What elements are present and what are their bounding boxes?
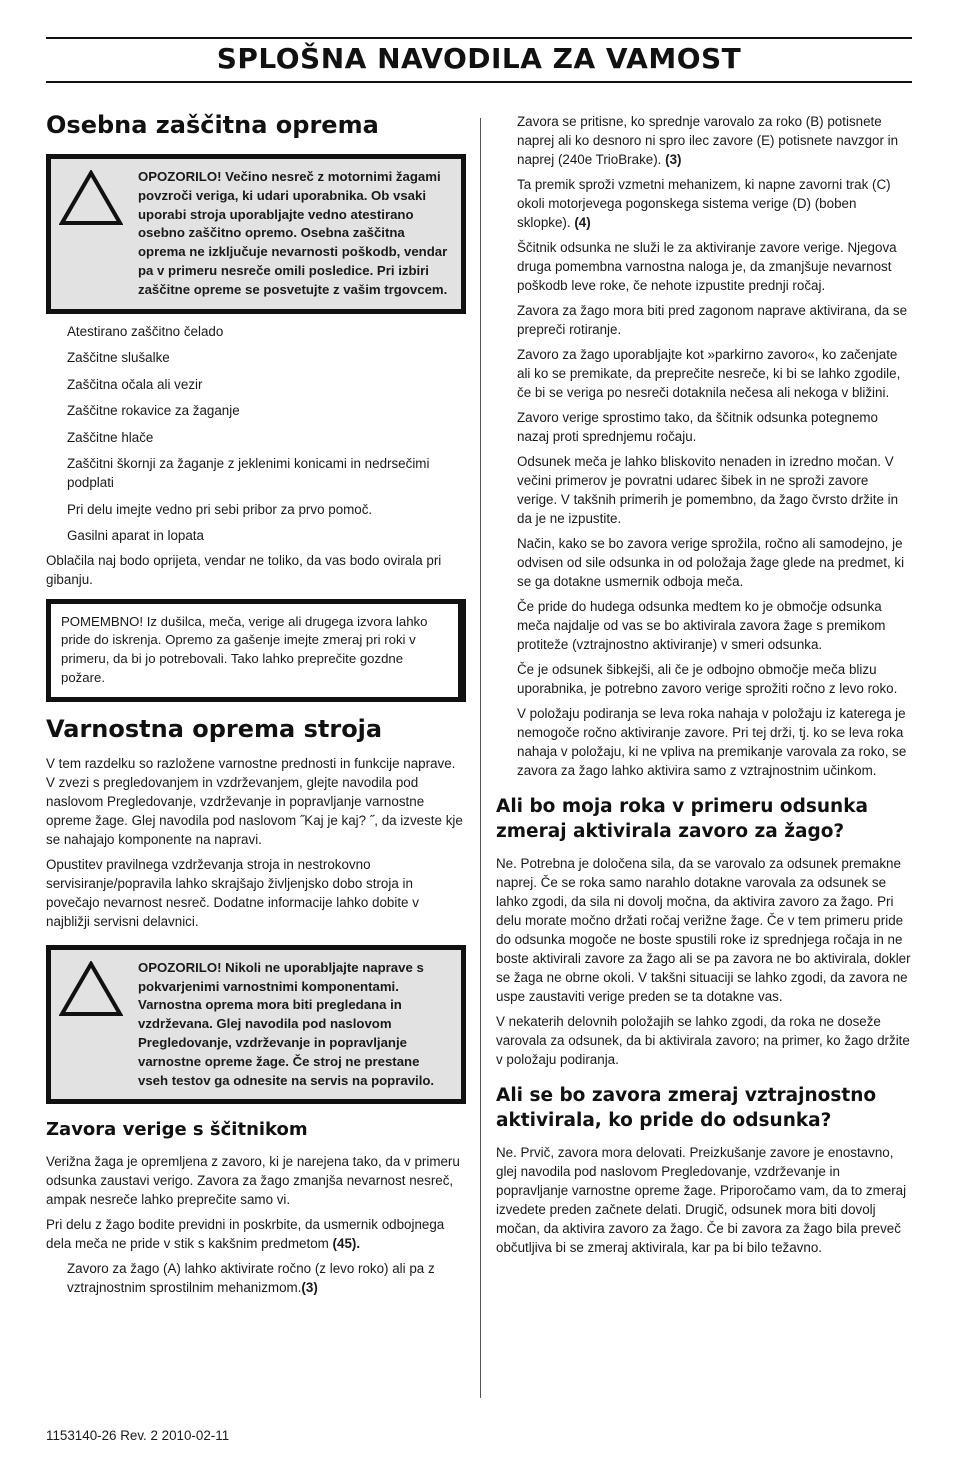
list-item: Gasilni aparat in lopata [67, 528, 204, 544]
header-rule-bottom [46, 81, 912, 83]
right-column [496, 112, 912, 1263]
paragraph: Če pride do hudega odsunka medtem ko je območje odsunka meča najdalje od vas se bo aktivirala zavora žage s premikom protiteže (vztrajnostno aktiviranje) v smeri odsunka. [517, 599, 886, 652]
warning-box-2 [46, 945, 466, 1105]
paragraph [517, 175, 912, 232]
list-item: Zaščitna očala ali vezir [67, 376, 203, 392]
paragraph: Verižna žaga je opremljena z zavoro, ki je narejena tako, da v primeru odsunka zaustavi verigo. Zavora za žago zmanjša nevarnost nesreč, ampak nesreče lahko preprečite samo vi. [46, 1154, 460, 1208]
paragraph: Odsunek meča je lahko bliskovito nenaden in izredno močan. V večini primerov je povratni udarec šibek in ne sproži zavore verige. V takšnih primerih je pomembno, da žago čvrsto držite in da je ne izpustite. [517, 454, 899, 526]
figure-ref: (45). [332, 1236, 361, 1252]
notice-text: POMEMBNO! Iz dušilca, meča, verige ali drugega izvora lahko pride do iskrenja. Opremo za gašenje imejte zmeraj pri roki v primeru, da bi jo potrebovali. Tako lahko preprečite gozdne požare. [61, 613, 428, 685]
figure-ref: (3) [665, 152, 682, 167]
paragraph-text: Zavora se pritisne, ko sprednje varovalo za roko (B) potisnete naprej ali ko desnoro ni spro ilec zavore (E) potisnete navzgor in naprej (240e TrioBrake). [517, 114, 899, 167]
list-item: Zaščitne slušalke [67, 350, 170, 366]
paragraph [46, 1215, 466, 1253]
warning-box-1 [46, 154, 466, 314]
paragraph: Če je odsunek šibkejši, ali če je odbojno območje meča blizu uporabnika, je potrebno zavoro verige sprožiti ročno z levo roko. [517, 662, 898, 696]
paragraph: V tem razdelku so razložene varnostne prednosti in funkcije naprave. V zvezi s pregledovanjem in vzdrževanjem, glejte navodila pod naslovom Pregledovanje, vzdrževanje in popravljanje varnostne opreme žage. Glej navodila pod naslovom ˝Kaj je kaj? ˝, da izveste kje se nahajajo komponente na napravi. [46, 755, 463, 847]
question-title-2: Ali se bo zavora zmeraj vztrajnostno aktivirala, ko pride do odsunka? [496, 1085, 877, 1131]
paragraph-text: Ta premik sproži vzmetni mehanizem, ki napne zavorni trak (C) okoli motorjevega pogonskega sistema verige (D) (boben sklopke). [517, 177, 891, 230]
warning-triangle-icon [59, 961, 123, 1017]
paragraph-text: Pri delu z žago bodite previdni in poskrbite, da usmernik odbojnega dela meča ne pride v stik s kakšnim predmetom [46, 1217, 445, 1252]
warning-triangle-icon [59, 170, 123, 226]
column-divider [480, 118, 481, 1398]
equipment-list [46, 322, 466, 546]
warning-text-2: OPOZORILO! Nikoli ne uporabljajte naprave s pokvarjenimi varnostnimi komponentami. Varnostna oprema mora biti pregledana in vzdrževana. Glej navodila pod naslovom Pregledovanje, vzdrževanje in popravljanje varnostne opreme žage. Če stroj ne prestane vseh testov ga odnesite na servis na popravilo. [138, 959, 435, 1088]
list-item: Atestirano zaščitno čelado [67, 323, 224, 339]
paragraph: Opustitev pravilnega vzdrževanja stroja in nestrokovno servisiranje/popravila lahko skrajšajo življenjsko dobo stroja in povečajo nevarnost nesreč. Dodatne informacije lahko dobite v najbližji servisni delavnici. [46, 856, 419, 929]
list-item: Zaščitne rokavice za žaganje [67, 403, 240, 419]
clothing-paragraph: Oblačila naj bodo oprijeta, vendar ne toliko, da vas bodo ovirala pri gibanju. [46, 552, 442, 587]
paragraph: Ščitnik odsunka ne služi le za aktiviranje zavore verige. Njegova druga pomembna varnostna naloga je, da zmanjšuje nevarnost poškodb leve roke, če nehote izpustite prednji ročaj. [517, 240, 897, 293]
list-item: Zaščitne hlače [67, 429, 154, 445]
section-title-chain-brake: Zavora verige s ščitnikom [46, 1119, 308, 1141]
paragraph: Zavora za žago mora biti pred zagonom naprave aktivirana, da se prepreči rotiranje. [517, 303, 908, 337]
warning-text-1: OPOZORILO! Večino nesreč z motornimi žagami povzroči veriga, ki udari uporabnika. Ob vsaki uporabi stroja uporabljajte vedno atestirano osebno zaščitno opremo. Osebna zaščitna oprema ne izključuje nevarnosti poškodb, vendar pa v primeru nesreče omili posledice. Pri izbiri zaščitne opreme se posvetujte z vašim trgovcem. [138, 169, 448, 297]
page-title: SPLOŠNA NAVODILA ZA VAMOST [216, 42, 742, 75]
list-item: Zaščitni škornji za žaganje z jeklenimi konicami in nedrsečimi podplati [67, 456, 430, 491]
paragraph: V položaju podiranja se leva roka nahaja v položaju iz katerega je nemogoče ročno aktiviranje zavore. Pri tej drži, tj. ko se leva roka nahaja v položaju, ki ne vpliva na premikanje varovala za roko, se zavora za žago lahko aktivira samo z vztrajnostnim učinkom. [517, 706, 907, 778]
figure-ref: (3) [301, 1280, 318, 1296]
footer-doc-id: 1153140-26 Rev. 2 2010-02-11 [46, 1428, 230, 1443]
header-rule-top [46, 37, 912, 39]
list-item: Pri delu imejte vedno pri sebi pribor za prvo pomoč. [67, 501, 373, 517]
paragraph: Ne. Prvič, zavora mora delovati. Preizkušanje zavore je enostavno, glej navodila pod naslovom Pregledovanje, vzdrževanje in popravljanje varnostne opreme žage. Priporočamo vam, da to zmeraj izvedete preden začnete delati. Drugič, odsunek mora biti dovolj močan, da aktivira zavoro za žago. Če bi zavora za žago bila preveč občutljiva bi se zmeraj aktivirala, kar pa bi bilo težavno. [496, 1145, 907, 1255]
notice-box [46, 599, 466, 702]
paragraph: V nekaterih delovnih položajih se lahko zgodi, da roka ne doseže varovala za odsunek, da bi aktivirala zavoro; na primer, ko žago držite v položaju podiranja. [496, 1014, 910, 1067]
paragraph: Zavoro verige sprostimo tako, da ščitnik odsunka potegnemo nazaj proti sprednjemu ročaju. [517, 410, 878, 444]
paragraph [517, 112, 912, 169]
question-title-1: Ali bo moja roka v primeru odsunka zmeraj aktivirala zavoro za žago? [496, 796, 869, 842]
paragraph [67, 1259, 466, 1297]
paragraph: Zavoro za žago uporabljajte kot »parkirno zavoro«, ko začenjate ali ko se premikate, da preprečite nesreče, ki bi se lahko zgodile, če bi se veriga po nesreči dotaknila nečesa ali nekoga v bližini. [517, 347, 901, 400]
section-title-machine-safety: Varnostna oprema stroja [46, 714, 383, 743]
figure-ref: (4) [574, 215, 591, 230]
paragraph: Način, kako se bo zavora verige sprožila, ročno ali samodejno, je odvisen od sile odsunka in od položaja žage glede na predmet, ki se ga dotakne usmernik odboja meča. [517, 536, 905, 589]
paragraph-text: Zavoro za žago (A) lahko aktivirate ročno (z levo roko) ali pa z vztrajnostnim sprostilnim mehanizmom. [67, 1261, 435, 1296]
left-column [46, 110, 466, 1303]
section-title-personal-protective: Osebna zaščitna oprema [46, 111, 379, 139]
paragraph: Ne. Potrebna je določena sila, da se varovalo za odsunek premakne naprej. Če se roka samo narahlo dotakne varovala za odsunek se lahko zgodi, da sila ni dovolj močna, da aktivira zavoro za žago. Pri delu morate močno držati ročaj verižne žage. Če v tem primeru pride do odsunka mogoče ne boste spustili roke iz sprednjega ročaja in ne boste aktivirali zavore za žago ali se pa zavora ne bo aktivirala, dokler se žaga ne obrne okoli. V takšni situaciji se lahko zgodi, da zavora ne uspe zaustaviti verige preden se ta dotakne vas. [496, 856, 911, 1004]
